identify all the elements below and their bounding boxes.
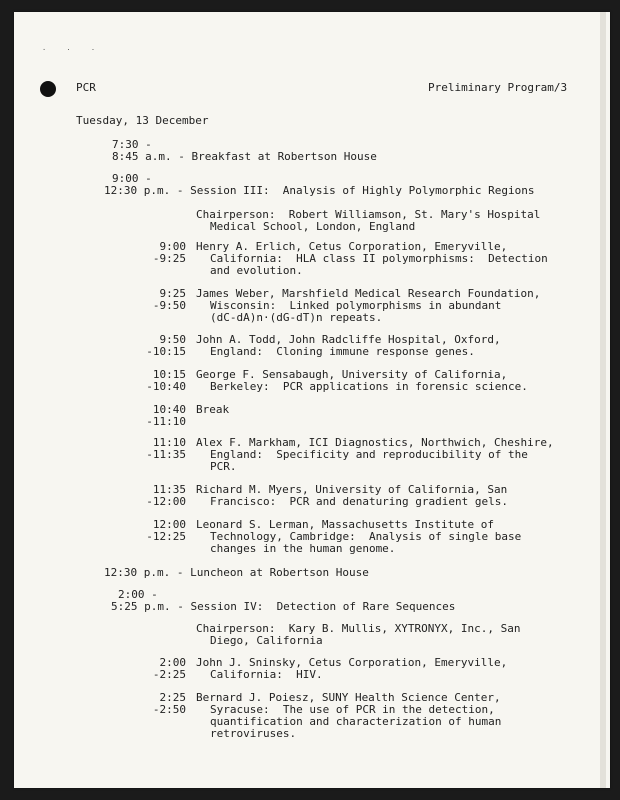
talk-start-time: 2:25	[159, 691, 186, 704]
session3-time-start: 9:00 -	[112, 172, 152, 185]
talk-end-time: -2:50	[152, 703, 186, 716]
talk-line: changes in the human genome.	[210, 542, 396, 555]
day-heading: Tuesday, 13 December	[76, 114, 209, 127]
talk-line: Richard M. Myers, University of California, San	[196, 483, 508, 496]
talk-end-time: -11:10	[146, 415, 186, 428]
lunch-line: 12:30 p.m. - Luncheon at Robertson House	[104, 566, 369, 579]
talk-line: John A. Todd, John Radcliffe Hospital, Oxford,	[196, 333, 501, 346]
margin-dots: . . .	[42, 44, 104, 52]
page-edge-strip	[600, 12, 606, 788]
talk-start-time: 11:10	[152, 436, 186, 449]
document-page	[14, 12, 610, 788]
talk-line: California: HLA class II polymorphisms: Detection	[210, 252, 548, 265]
header-left: PCR	[76, 81, 96, 94]
session3-line: 12:30 p.m. - Session III: Analysis of Highly Polymorphic Regions	[104, 184, 535, 197]
session3-chair-2: Medical School, London, England	[210, 220, 416, 233]
talk-line: Alex F. Markham, ICI Diagnostics, Northwich, Cheshire,	[196, 436, 554, 449]
punch-hole	[40, 81, 56, 97]
talk-line: Wisconsin: Linked polymorphisms in abundant	[210, 299, 502, 312]
talk-line: John J. Sninsky, Cetus Corporation, Emeryville,	[196, 656, 508, 669]
talk-end-time: -9:50	[152, 299, 186, 312]
talk-line: California: HIV.	[210, 668, 323, 681]
session3-chair-1: Chairperson: Robert Williamson, St. Mary's Hospital	[196, 208, 541, 221]
talk-line: Henry A. Erlich, Cetus Corporation, Emeryville,	[196, 240, 508, 253]
talk-line: quantification and characterization of human	[210, 715, 502, 728]
talk-line: Bernard J. Poiesz, SUNY Health Science Center,	[196, 691, 501, 704]
session4-line: 5:25 p.m. - Session IV: Detection of Rare Sequences	[111, 600, 456, 613]
talk-line: retroviruses.	[210, 727, 297, 740]
talk-line: Leonard S. Lerman, Massachusetts Institute of	[196, 518, 495, 531]
talk-start-time: 2:00	[159, 656, 186, 669]
talk-line: PCR.	[210, 460, 237, 473]
talk-end-time: -9:25	[152, 252, 186, 265]
session4-chair-2: Diego, California	[210, 634, 323, 647]
talk-line: Syracuse: The use of PCR in the detection,	[210, 703, 495, 716]
talk-start-time: 10:40	[152, 403, 186, 416]
talk-start-time: 10:15	[152, 368, 186, 381]
talk-end-time: -11:35	[146, 448, 186, 461]
talk-line: Francisco: PCR and denaturing gradient gels.	[210, 495, 509, 508]
talk-end-time: -10:40	[146, 380, 186, 393]
talk-line: George F. Sensabaugh, University of California,	[196, 368, 508, 381]
talk-start-time: 12:00	[152, 518, 186, 531]
talk-line: England: Specificity and reproducibility of the	[210, 448, 528, 461]
talk-start-time: 9:00	[159, 240, 186, 253]
talk-start-time: 9:25	[159, 287, 186, 300]
talk-line: and evolution.	[210, 264, 303, 277]
talk-line: James Weber, Marshfield Medical Research Foundation,	[196, 287, 541, 300]
session4-chair-1: Chairperson: Kary B. Mullis, XYTRONYX, Inc., San	[196, 622, 521, 635]
talk-line: Technology, Cambridge: Analysis of single base	[210, 530, 522, 543]
talk-start-time: 9:50	[159, 333, 186, 346]
header-right: Preliminary Program/3	[428, 81, 568, 94]
talk-end-time: -2:25	[152, 668, 186, 681]
breakfast-time-start: 7:30 -	[112, 138, 152, 151]
talk-line: (dC-dA)n·(dG-dT)n repeats.	[210, 311, 383, 324]
talk-start-time: 11:35	[152, 483, 186, 496]
talk-end-time: -10:15	[146, 345, 186, 358]
talk-line: Berkeley: PCR applications in forensic science.	[210, 380, 528, 393]
talk-end-time: -12:00	[146, 495, 186, 508]
session4-time-start: 2:00 -	[118, 588, 158, 601]
talk-end-time: -12:25	[146, 530, 186, 543]
talk-line: England: Cloning immune response genes.	[210, 345, 475, 358]
breakfast-line: 8:45 a.m. - Breakfast at Robertson House	[112, 150, 377, 163]
talk-line: Break	[196, 403, 230, 416]
